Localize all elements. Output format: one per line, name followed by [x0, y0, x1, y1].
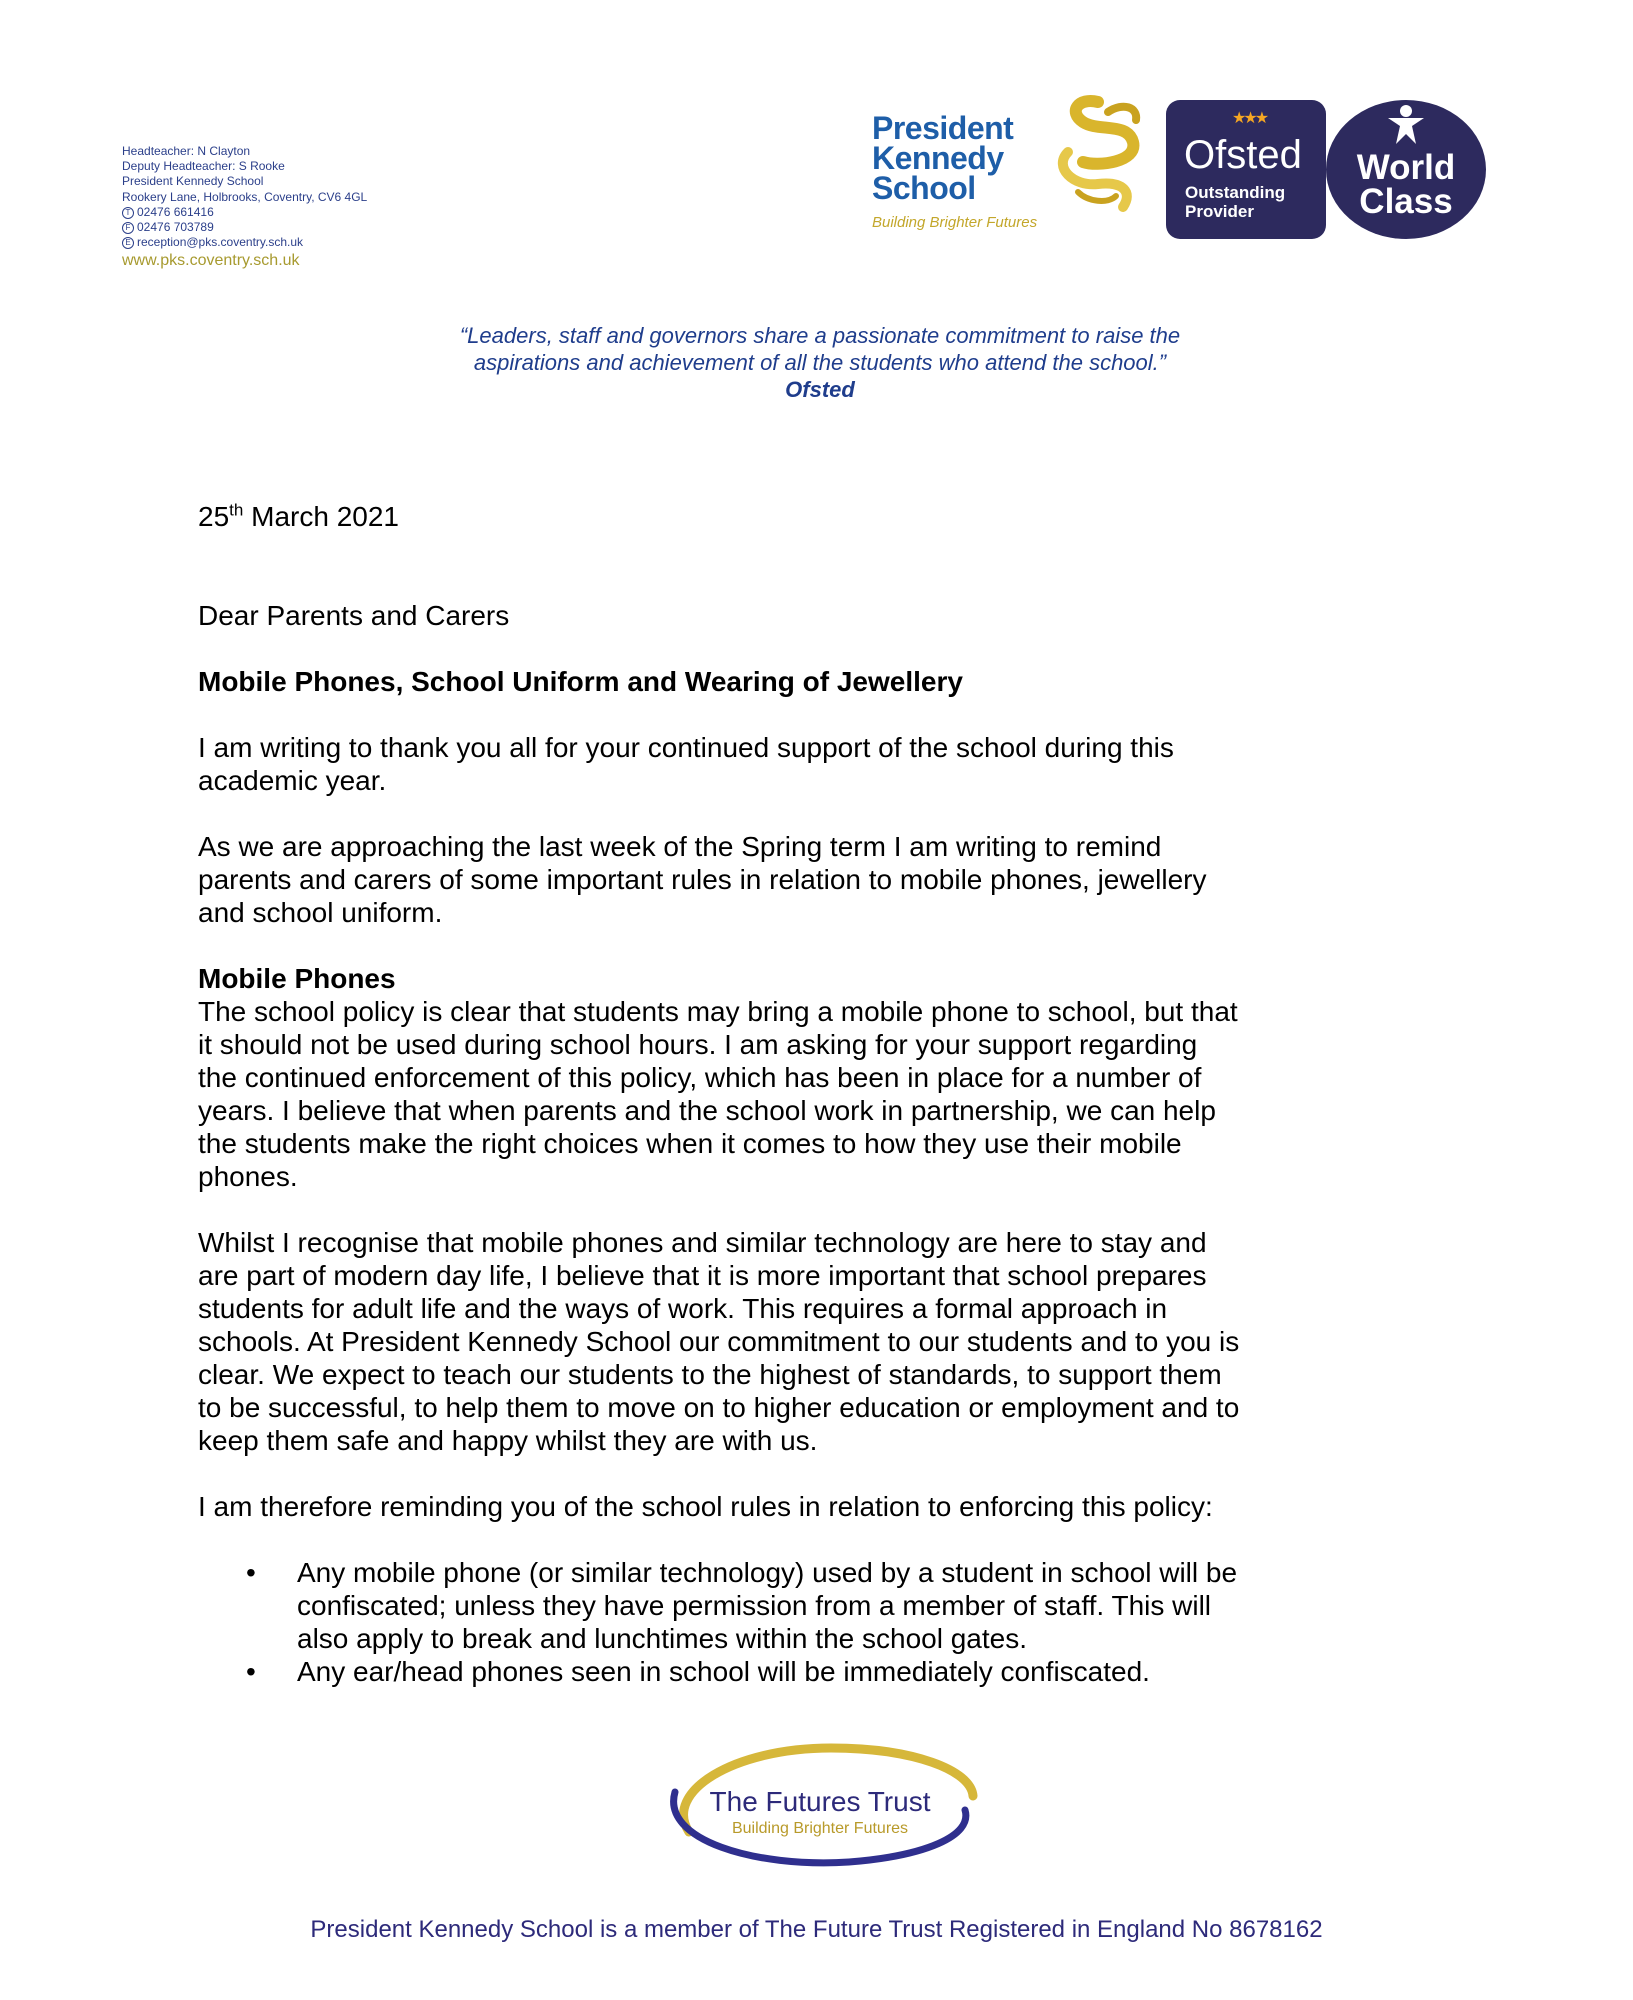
email-icon: E	[122, 237, 134, 249]
fax-number: 02476 703789	[137, 220, 214, 235]
ofsted-rating	[1185, 183, 1285, 221]
ofsted-stars-icon: ★★★	[1232, 110, 1267, 127]
ofsted-rating-line-2: Provider	[1185, 202, 1254, 221]
world-class-line-2: Class	[1359, 182, 1453, 221]
deputy-line: Deputy Headteacher: S Rooke	[122, 159, 285, 174]
school-logo-text	[872, 110, 1014, 206]
website-link[interactable]: www.pks.coventry.sch.uk	[122, 252, 300, 270]
futures-trust-name: The Futures Trust	[709, 1786, 931, 1817]
phone-line	[122, 205, 367, 220]
star-person-icon	[1386, 104, 1426, 146]
paragraph-thanks: I am writing to thank you all for your continued support of the school during this academic year.	[198, 732, 1174, 796]
headteacher-line: Headteacher: N Clayton	[122, 144, 251, 158]
ofsted-badge	[1166, 100, 1326, 239]
contact-block	[122, 144, 367, 271]
gold-ribbon-emblem-icon	[1038, 92, 1163, 227]
paragraph-reminder: As we are approaching the last week of the Spring term I am writing to remind parents and carers of some important rules in relation to mobile phones, jewellery and school uniform.	[198, 831, 1207, 928]
ofsted-quote	[320, 322, 1320, 403]
letter-subject: Mobile Phones, School Uniform and Wearing of Jewellery	[198, 666, 963, 697]
phone-number: 02476 661416	[137, 204, 214, 219]
fax-line	[122, 220, 367, 235]
address-line: Rookery Lane, Holbrooks, Coventry, CV6 4GL	[122, 189, 368, 204]
ofsted-rating-line-1: Outstanding	[1185, 183, 1286, 202]
world-class-badge	[1326, 100, 1486, 239]
quote-line-2: aspirations and achievement of all the students who attend the school.”	[473, 350, 1167, 375]
phone-icon: T	[122, 207, 134, 219]
logo-line-2: Kennedy	[872, 140, 1004, 176]
logo-line-1: President	[872, 110, 1014, 146]
world-class-line-1: World	[1356, 148, 1456, 187]
registration-footer: President Kennedy School is a member of The Future Trust Registered in England No 8678162	[310, 1916, 1323, 1943]
paragraph-rules-intro: I am therefore reminding you of the school rules in relation to enforcing this policy:	[198, 1491, 1213, 1522]
rules-list	[198, 1556, 1448, 1688]
salutation: Dear Parents and Carers	[198, 600, 510, 631]
fax-icon: F	[122, 222, 134, 234]
email-line	[122, 235, 367, 250]
world-class-text	[1326, 148, 1486, 221]
section-heading-mobile-phones: Mobile Phones	[198, 963, 396, 994]
ofsted-title: Ofsted	[1184, 133, 1302, 177]
quote-source: Ofsted	[785, 377, 855, 402]
email-address[interactable]: reception@pks.coventry.sch.uk	[137, 235, 304, 250]
futures-trust-tagline: Building Brighter Futures	[731, 1820, 909, 1837]
paragraph-technology: Whilst I recognise that mobile phones and similar technology are here to stay and are part of modern day life, I believe that it is more important that school prepares students for adult life and the ways of work. This requires a formal approach in schools. At President Kennedy School our commitment to our students and to you is clear. We expect to teach our students to the highest of standards, to support them to be successful, to help them to move on to higher education or employment and to keep them safe and happy whilst they are with us.	[198, 1227, 1240, 1456]
logo-tagline: Building Brighter Futures	[872, 214, 1038, 231]
list-item: • Any ear/head phones seen in school will be immediately confiscated.	[198, 1655, 1448, 1688]
letter-date: 25th March 2021	[198, 500, 399, 532]
logo-line-3: School	[872, 170, 976, 206]
list-item: • Any mobile phone (or similar technology) used by a student in school will be confiscated; unless they have permission from a member of staff. This will also apply to break and lunchtimes within the school gates.	[198, 1556, 1448, 1655]
quote-line-1: “Leaders, staff and governors share a passionate commitment to raise the	[459, 323, 1181, 348]
school-name-line: President Kennedy School	[122, 174, 264, 189]
letter-body	[198, 500, 1448, 1688]
paragraph-policy: The school policy is clear that students may bring a mobile phone to school, but that it should not be used during school hours. I am asking for your support regarding the continued enforcement of this policy, which has been in place for a number of years. I believe that when parents and the school work in partnership, we can help the students make the right choices when it comes to how they use their mobile phones.	[198, 996, 1238, 1192]
